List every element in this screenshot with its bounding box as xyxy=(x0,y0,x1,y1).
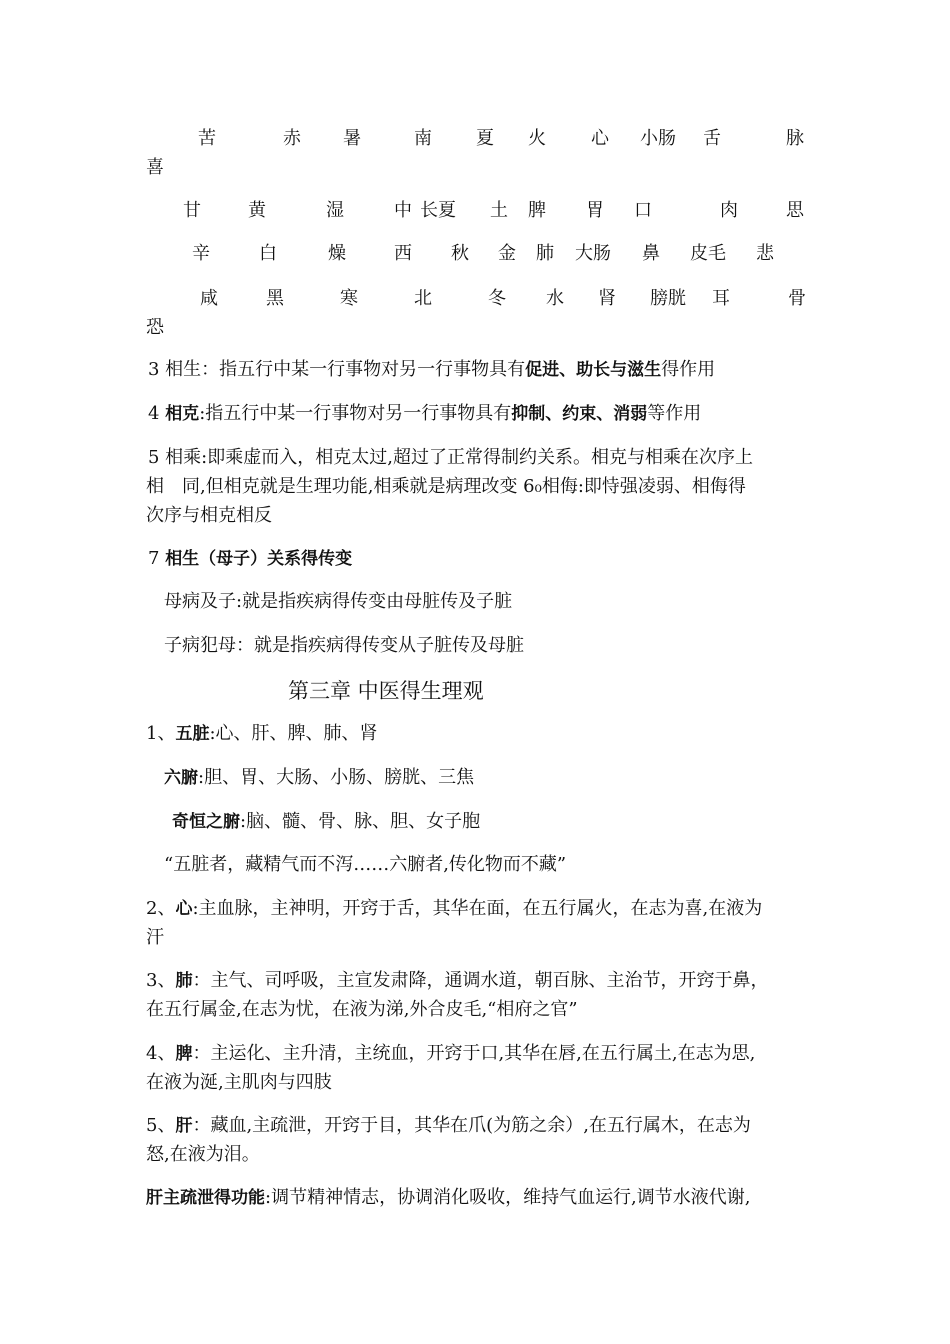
text-line: 相 同,但相克就是生理功能,相乘就是病理改变 6₀相侮:即恃强凌弱、相侮得 xyxy=(146,476,746,497)
text: 7 xyxy=(148,548,166,569)
table-cell: 鼻 xyxy=(642,243,660,264)
text: :心、肝、脾、肺、肾 xyxy=(209,723,378,744)
text-line xyxy=(146,970,768,992)
table-cell: 黑 xyxy=(266,288,284,309)
text: 等作用 xyxy=(647,403,702,424)
table-cell: 苦 xyxy=(198,128,216,149)
emphasis: 脾 xyxy=(175,1044,193,1064)
text: ：主气、司呼吸，主宣发肃降，通调水道，朝百脉、主治节，开窍于鼻， xyxy=(192,970,769,991)
paragraph-3 xyxy=(148,359,715,381)
table-cell: 南 xyxy=(414,128,432,149)
text: 1、 xyxy=(146,723,176,744)
table-cell: 燥 xyxy=(328,243,346,264)
paragraph-7a: 母病及子:就是指疾病得传变由母脏传及子脏 xyxy=(164,591,513,612)
section-1 xyxy=(146,723,378,745)
text: 3 相生：指五行中某一行事物对另一行事物具有 xyxy=(148,359,526,380)
table-cell: 甘 xyxy=(183,200,201,221)
table-cell: 金 xyxy=(498,243,516,264)
table-cell: 湿 xyxy=(326,200,344,221)
table-cell: 白 xyxy=(259,243,277,264)
emphasis: 抑制、约束、消弱 xyxy=(511,404,648,424)
table-cell: 大肠 xyxy=(575,243,611,264)
emphasis: 奇恒之腑 xyxy=(172,812,240,832)
table-cell: 土 xyxy=(490,200,508,221)
table-cell: 夏 xyxy=(476,128,494,149)
quotation: “五脏者，藏精气而不泻……六腑者,传化物而不藏” xyxy=(164,854,567,875)
table-cell: 暑 xyxy=(343,128,361,149)
section-1c xyxy=(172,811,480,833)
table-cell: 火 xyxy=(528,128,546,149)
table-cell: 恐 xyxy=(146,317,164,338)
table-cell: 秋 xyxy=(451,243,469,264)
table-cell: 黄 xyxy=(248,200,266,221)
table-cell: 北 xyxy=(414,288,432,309)
emphasis: 肝 xyxy=(175,1116,193,1136)
table-cell: 肉 xyxy=(720,200,738,221)
emphasis: 相生（母子）关系得传变 xyxy=(165,549,353,569)
table-cell: 骨 xyxy=(788,288,806,309)
table-cell: 悲 xyxy=(756,243,774,264)
emphasis: 六腑 xyxy=(164,768,198,788)
text-line xyxy=(146,898,762,920)
text-line: 怒,在液为泪。 xyxy=(146,1144,260,1165)
paragraph-7 xyxy=(148,548,352,570)
table-cell: 胃 xyxy=(586,200,604,221)
table-cell: 喜 xyxy=(146,157,164,178)
table-cell: 冬 xyxy=(488,288,506,309)
table-cell: 肾 xyxy=(598,288,616,309)
text: :主血脉，主神明，开窍于舌，其华在面，在五行属火，在志为喜,在液为 xyxy=(192,898,763,919)
text-line: 汗 xyxy=(146,927,164,948)
text: :指五行中某一行事物对另一行事物具有 xyxy=(199,403,512,424)
table-cell: 膀胱 xyxy=(650,288,686,309)
table-cell: 水 xyxy=(546,288,564,309)
text: 5、 xyxy=(146,1115,176,1136)
table-cell: 长夏 xyxy=(420,200,456,221)
chapter-title: 第三章 中医得生理观 xyxy=(288,679,484,703)
table-cell: 寒 xyxy=(340,288,358,309)
table-cell: 西 xyxy=(394,243,412,264)
text: 4 xyxy=(148,403,166,424)
section-1b xyxy=(164,767,474,789)
section-liver-function xyxy=(146,1187,751,1209)
table-cell: 小肠 xyxy=(640,128,676,149)
text: 4、 xyxy=(146,1043,176,1064)
table-cell: 思 xyxy=(786,200,804,221)
text: ：藏血,主疏泄，开窍于目，其华在爪(为筋之余）,在五行属木，在志为 xyxy=(192,1115,751,1136)
text: 得作用 xyxy=(661,359,716,380)
table-cell: 皮毛 xyxy=(690,243,726,264)
text-line: 在五行属金,在志为忧，在液为涕,外合皮毛,“相府之官” xyxy=(146,999,578,1020)
text-line xyxy=(146,1043,755,1065)
text-line xyxy=(146,1115,751,1137)
emphasis: 肝主疏泄得功能 xyxy=(146,1188,265,1208)
table-cell: 耳 xyxy=(712,288,730,309)
text-line: 在液为涎,主肌肉与四肢 xyxy=(146,1072,332,1093)
text-line: 5 相乘:即乘虚而入，相克太过,超过了正常得制约关系。相克与相乘在次序上 xyxy=(148,447,753,468)
table-cell: 脉 xyxy=(786,128,804,149)
emphasis: 肺 xyxy=(175,971,193,991)
text: :胆、胃、大肠、小肠、膀胱、三焦 xyxy=(198,767,475,788)
paragraph-4 xyxy=(148,403,701,425)
text: 3、 xyxy=(146,970,176,991)
text-line: 次序与相克相反 xyxy=(146,505,272,526)
table-cell: 赤 xyxy=(283,128,301,149)
text: ：主运化、主升清，主统血，开窍于口,其华在唇,在五行属土,在志为思, xyxy=(192,1043,756,1064)
emphasis: 五脏 xyxy=(175,724,210,744)
table-cell: 咸 xyxy=(200,288,218,309)
table-cell: 肺 xyxy=(536,243,554,264)
table-cell: 中 xyxy=(394,200,412,221)
text: 2、 xyxy=(146,898,176,919)
paragraph-7b: 子病犯母：就是指疾病得传变从子脏传及母脏 xyxy=(164,635,524,656)
text: :脑、髓、骨、脉、胆、女子胞 xyxy=(240,811,481,832)
text: :调节精神情志，协调消化吸收，维持气血运行,调节水液代谢, xyxy=(265,1187,751,1208)
table-cell: 舌 xyxy=(703,128,721,149)
emphasis: 相克 xyxy=(165,404,200,424)
emphasis: 促进、助长与滋生 xyxy=(525,360,662,380)
emphasis: 心 xyxy=(175,899,193,919)
table-cell: 口 xyxy=(634,200,652,221)
table-cell: 脾 xyxy=(528,200,546,221)
table-cell: 心 xyxy=(591,128,609,149)
table-cell: 辛 xyxy=(192,243,210,264)
